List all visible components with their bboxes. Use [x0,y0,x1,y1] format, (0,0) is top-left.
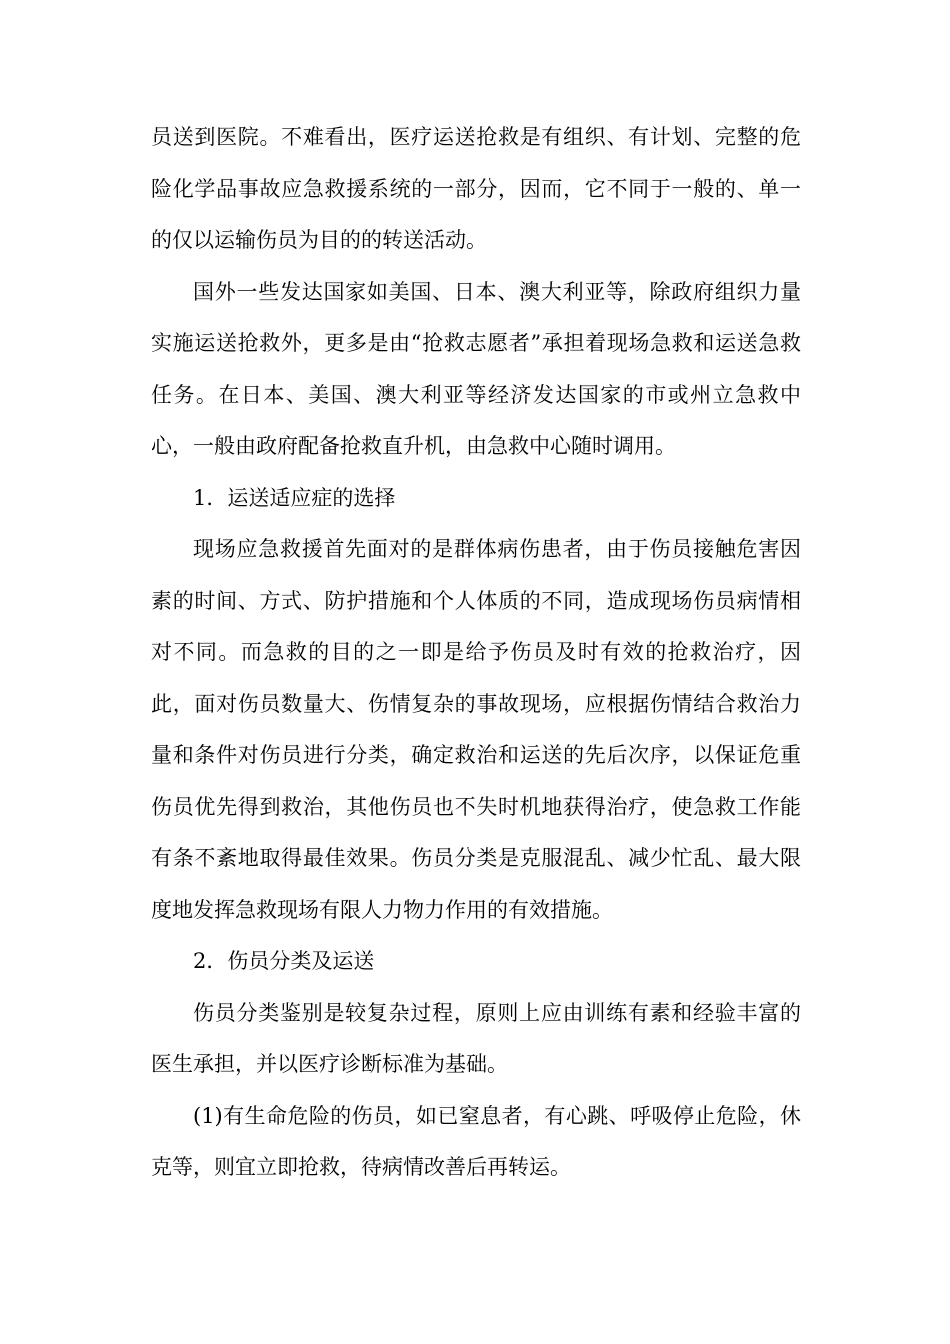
paragraph-foreign-rescue: 国外一些发达国家如美国、日本、澳大利亚等，除政府组织力量实施运送抢救外，更多是由“抢救志愿者”承担着现场急救和运送急救任务。在日本、美国、澳大利亚等经济发达国家的市或州立急救中心，一般由政府配备抢救直升机，由急救中心随时调用。 [151,279,801,458]
document-body [151,112,801,1194]
paragraph-item-1: (1)有生命危险的伤员，如已窒息者，有心跳、呼吸停止危险，休克等，则宜立即抢救，待病情改善后再转运。 [151,1103,801,1179]
paragraph-triage-principle: 伤员分类鉴别是较复杂过程，原则上应由训练有素和经验丰富的医生承担，并以医疗诊断标准为基础。 [151,1000,801,1076]
paragraph-continuation: 员送到医院。不难看出，医疗运送抢救是有组织、有计划、完整的危险化学品事故应急救援系统的一部分，因而，它不同于一般的、单一的仅以运输伤员为目的的转送活动。 [151,125,801,252]
section-heading-triage-transport: 2．伤员分类及运送 [193,949,375,973]
paragraph-triage-purpose: 现场应急救援首先面对的是群体病伤患者，由于伤员接触危害因素的时间、方式、防护措施和个人体质的不同，造成现场伤员病情相对不同。而急救的目的之一即是给予伤员及时有效的抢救治疗，因此，面对伤员数量大、伤情复杂的事故现场，应根据伤情结合救治力量和条件对伤员进行分类，确定救治和运送的先后次序，以保证危重伤员优先得到救治，其他伤员也不失时机地获得治疗，使急救工作能有条不紊地取得最佳效果。伤员分类是克服混乱、减少忙乱、最大限度地发挥急救现场有限人力物力作用的有效措施。 [151,537,801,922]
section-heading-transport-indications: 1．运送适应症的选择 [193,485,396,510]
